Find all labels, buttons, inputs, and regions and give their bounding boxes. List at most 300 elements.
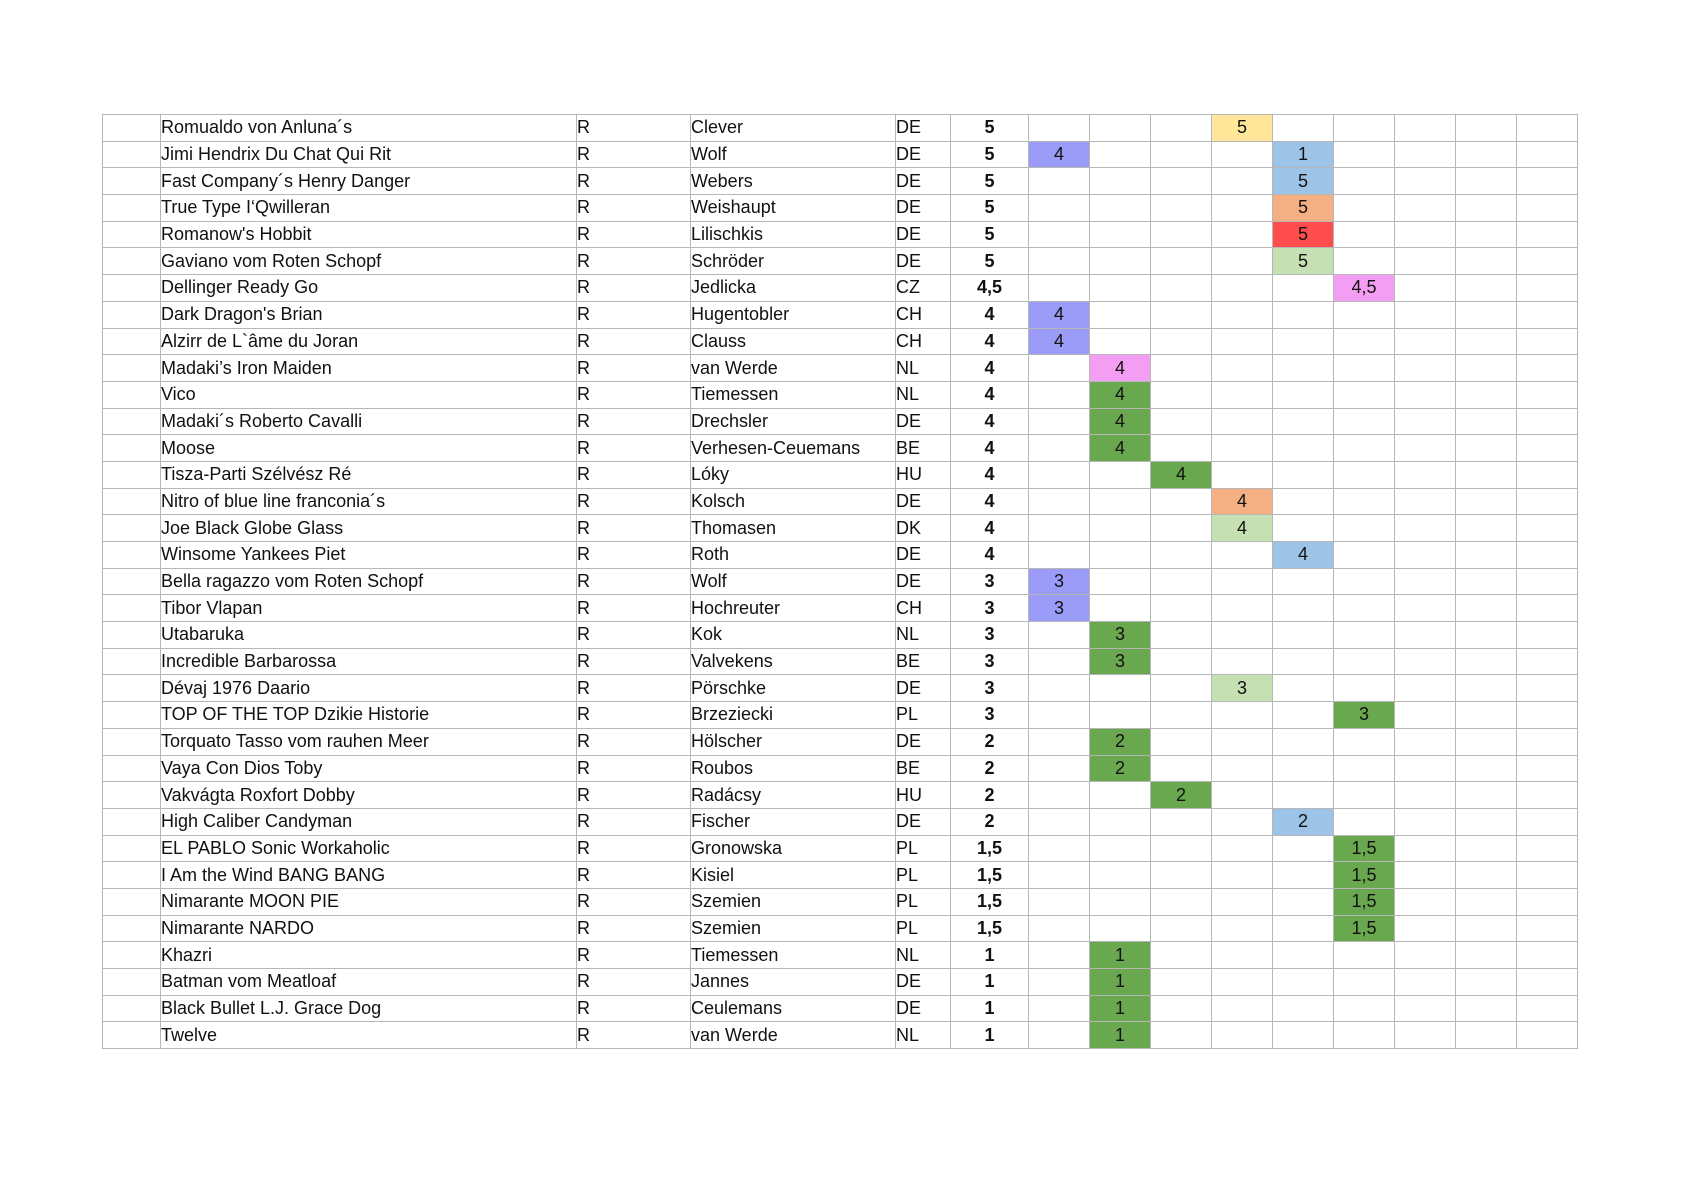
result-cell [1212,435,1273,462]
table-row [103,221,1578,248]
result-cell [1090,835,1151,862]
result-cell [1029,381,1090,408]
result-cell [1334,248,1395,275]
sex-cell: R [577,648,691,675]
result-cell: 3 [1029,568,1090,595]
result-cell [1395,408,1456,435]
points-cell: 3 [951,702,1029,729]
result-cell [1151,221,1212,248]
points-cell: 2 [951,755,1029,782]
index-cell [103,835,161,862]
result-cell [1273,301,1334,328]
result-cell [1395,435,1456,462]
index-cell [103,248,161,275]
sex-cell: R [577,542,691,569]
dog-name-cell: Gaviano vom Roten Schopf [161,248,577,275]
result-cell [1456,141,1517,168]
table-row [103,195,1578,222]
result-cell [1151,195,1212,222]
result-cell [1517,195,1578,222]
result-cell: 4,5 [1334,275,1395,302]
result-cell [1029,755,1090,782]
table-row [103,942,1578,969]
result-cell [1029,461,1090,488]
result-cell [1517,221,1578,248]
result-cell: 1,5 [1334,862,1395,889]
points-cell: 4,5 [951,275,1029,302]
result-cell [1151,622,1212,649]
result-cell [1273,115,1334,142]
result-cell [1151,728,1212,755]
result-cell [1395,168,1456,195]
table-row [103,702,1578,729]
owner-cell: Schröder [691,248,896,275]
table-row [103,969,1578,996]
points-cell: 2 [951,782,1029,809]
table-row [103,381,1578,408]
result-cell [1395,461,1456,488]
result-cell [1456,488,1517,515]
result-cell [1456,435,1517,462]
result-cell [1273,942,1334,969]
result-cell [1151,115,1212,142]
result-cell [1334,168,1395,195]
index-cell [103,381,161,408]
result-cell [1456,221,1517,248]
country-cell: HU [896,782,951,809]
table-row [103,995,1578,1022]
result-cell: 5 [1273,221,1334,248]
result-cell [1395,755,1456,782]
result-cell [1273,595,1334,622]
table-row [103,835,1578,862]
result-cell [1456,408,1517,435]
sex-cell: R [577,1022,691,1049]
result-cell [1090,195,1151,222]
result-cell [1517,835,1578,862]
result-cell [1273,435,1334,462]
sex-cell: R [577,168,691,195]
points-cell: 4 [951,461,1029,488]
result-cell: 1 [1273,141,1334,168]
table-row [103,515,1578,542]
result-cell: 5 [1273,248,1334,275]
result-cell [1090,328,1151,355]
result-cell [1395,862,1456,889]
result-cell: 4 [1029,141,1090,168]
result-cell [1334,808,1395,835]
result-cell [1151,141,1212,168]
table-row [103,675,1578,702]
owner-cell: Roubos [691,755,896,782]
dog-name-cell: High Caliber Candyman [161,808,577,835]
country-cell: CH [896,301,951,328]
dog-name-cell: Nitro of blue line franconia´s [161,488,577,515]
result-cell [1212,782,1273,809]
sex-cell: R [577,595,691,622]
result-cell [1212,648,1273,675]
points-cell: 1,5 [951,888,1029,915]
sex-cell: R [577,862,691,889]
result-cell: 3 [1090,648,1151,675]
owner-cell: Tiemessen [691,381,896,408]
result-cell [1273,488,1334,515]
result-cell: 4 [1090,355,1151,382]
points-cell: 5 [951,221,1029,248]
points-cell: 4 [951,542,1029,569]
result-cell [1151,942,1212,969]
owner-cell: Wolf [691,141,896,168]
result-cell [1334,542,1395,569]
result-cell [1395,355,1456,382]
points-cell: 3 [951,648,1029,675]
result-cell [1212,1022,1273,1049]
result-cell [1212,835,1273,862]
table-row [103,408,1578,435]
table-row [103,488,1578,515]
result-cell [1151,542,1212,569]
index-cell [103,542,161,569]
result-cell [1212,168,1273,195]
sex-cell: R [577,461,691,488]
points-cell: 5 [951,168,1029,195]
country-cell: NL [896,942,951,969]
dog-name-cell: Moose [161,435,577,462]
result-cell [1212,915,1273,942]
index-cell [103,275,161,302]
result-cell [1395,248,1456,275]
result-cell [1273,675,1334,702]
points-cell: 3 [951,622,1029,649]
index-cell [103,862,161,889]
result-cell [1273,355,1334,382]
points-cell: 4 [951,435,1029,462]
result-cell [1212,328,1273,355]
owner-cell: Szemien [691,915,896,942]
result-cell [1456,675,1517,702]
index-cell [103,141,161,168]
points-cell: 2 [951,808,1029,835]
sex-cell: R [577,675,691,702]
country-cell: DE [896,221,951,248]
owner-cell: Radácsy [691,782,896,809]
dog-name-cell: Tibor Vlapan [161,595,577,622]
owner-cell: Gronowska [691,835,896,862]
result-cell [1517,301,1578,328]
result-cell [1151,301,1212,328]
result-cell [1212,888,1273,915]
dog-name-cell: True Type I‘Qwilleran [161,195,577,222]
result-cell [1212,755,1273,782]
result-cell [1029,355,1090,382]
result-cell [1456,595,1517,622]
owner-cell: Ceulemans [691,995,896,1022]
country-cell: NL [896,622,951,649]
points-cell: 1,5 [951,835,1029,862]
result-cell: 4 [1029,301,1090,328]
result-cell [1517,862,1578,889]
result-cell [1395,622,1456,649]
result-cell: 3 [1334,702,1395,729]
result-cell [1151,355,1212,382]
result-cell: 4 [1090,381,1151,408]
result-cell [1090,488,1151,515]
result-cell [1273,835,1334,862]
result-cell [1456,755,1517,782]
points-cell: 1,5 [951,862,1029,889]
result-cell [1334,488,1395,515]
index-cell [103,728,161,755]
result-cell [1090,141,1151,168]
country-cell: DE [896,675,951,702]
result-cell [1395,568,1456,595]
dog-name-cell: Torquato Tasso vom rauhen Meer [161,728,577,755]
sex-cell: R [577,969,691,996]
result-cell [1273,622,1334,649]
country-cell: PL [896,862,951,889]
result-cell [1090,248,1151,275]
owner-cell: Webers [691,168,896,195]
sex-cell: R [577,301,691,328]
result-cell [1212,275,1273,302]
sex-cell: R [577,728,691,755]
result-cell [1212,568,1273,595]
country-cell: DE [896,728,951,755]
result-cell [1273,648,1334,675]
index-cell [103,995,161,1022]
sex-cell: R [577,195,691,222]
result-cell [1334,568,1395,595]
sex-cell: R [577,408,691,435]
result-cell [1212,862,1273,889]
result-cell [1273,515,1334,542]
index-cell [103,942,161,969]
dog-name-cell: Joe Black Globe Glass [161,515,577,542]
result-cell [1151,328,1212,355]
result-cell [1273,915,1334,942]
result-cell [1029,435,1090,462]
result-cell [1151,275,1212,302]
result-cell [1029,942,1090,969]
result-cell [1090,702,1151,729]
result-cell [1334,115,1395,142]
result-cell [1029,195,1090,222]
country-cell: DE [896,195,951,222]
table-row [103,115,1578,142]
result-cell [1456,969,1517,996]
result-cell [1395,221,1456,248]
result-cell [1395,808,1456,835]
result-cell [1273,755,1334,782]
result-cell [1090,515,1151,542]
result-cell [1517,622,1578,649]
result-cell [1334,328,1395,355]
owner-cell: Wolf [691,568,896,595]
result-cell [1517,381,1578,408]
result-cell: 4 [1090,408,1151,435]
result-cell [1029,248,1090,275]
sex-cell: R [577,275,691,302]
result-cell [1212,542,1273,569]
result-cell [1090,275,1151,302]
owner-cell: Drechsler [691,408,896,435]
index-cell [103,408,161,435]
result-cell [1273,568,1334,595]
dog-name-cell: Twelve [161,1022,577,1049]
points-cell: 1,5 [951,915,1029,942]
result-cell [1456,248,1517,275]
table-row [103,595,1578,622]
sex-cell: R [577,435,691,462]
sex-cell: R [577,835,691,862]
dog-name-cell: Khazri [161,942,577,969]
sex-cell: R [577,248,691,275]
result-cell [1029,622,1090,649]
result-cell: 5 [1212,115,1273,142]
result-cell [1395,648,1456,675]
sex-cell: R [577,515,691,542]
result-cell [1517,542,1578,569]
result-cell: 1 [1090,995,1151,1022]
points-cell: 3 [951,568,1029,595]
result-cell [1517,328,1578,355]
result-cell [1395,515,1456,542]
result-cell [1395,702,1456,729]
owner-cell: Thomasen [691,515,896,542]
dog-name-cell: Alzirr de L`âme du Joran [161,328,577,355]
table-row [103,328,1578,355]
result-cell [1334,969,1395,996]
dog-name-cell: Madaki´s Roberto Cavalli [161,408,577,435]
sex-cell: R [577,622,691,649]
result-cell [1273,1022,1334,1049]
result-cell [1273,862,1334,889]
country-cell: PL [896,835,951,862]
result-cell [1456,542,1517,569]
result-cell: 3 [1090,622,1151,649]
index-cell [103,168,161,195]
country-cell: CH [896,328,951,355]
result-cell [1151,808,1212,835]
dog-name-cell: Romanow's Hobbit [161,221,577,248]
result-cell [1029,782,1090,809]
table-row [103,542,1578,569]
result-cell [1395,275,1456,302]
result-cell [1029,728,1090,755]
dog-name-cell: Fast Company´s Henry Danger [161,168,577,195]
country-cell: CH [896,595,951,622]
result-cell [1456,862,1517,889]
table-row [103,461,1578,488]
owner-cell: van Werde [691,355,896,382]
result-cell [1456,195,1517,222]
result-cell: 2 [1151,782,1212,809]
result-cell [1334,381,1395,408]
index-cell [103,755,161,782]
owner-cell: Hochreuter [691,595,896,622]
result-cell [1029,542,1090,569]
result-cell: 1,5 [1334,915,1395,942]
dog-name-cell: EL PABLO Sonic Workaholic [161,835,577,862]
result-cell [1151,969,1212,996]
result-cell [1029,888,1090,915]
points-cell: 5 [951,141,1029,168]
result-cell [1334,355,1395,382]
result-cell: 1 [1090,969,1151,996]
result-cell [1517,675,1578,702]
result-cell [1151,168,1212,195]
sex-cell: R [577,488,691,515]
result-cell [1212,808,1273,835]
index-cell [103,595,161,622]
dog-name-cell: Batman vom Meatloaf [161,969,577,996]
result-cell [1395,835,1456,862]
country-cell: PL [896,888,951,915]
sex-cell: R [577,221,691,248]
result-cell [1090,808,1151,835]
result-cell [1334,141,1395,168]
dog-name-cell: Vico [161,381,577,408]
result-cell [1212,969,1273,996]
result-cell [1517,408,1578,435]
result-cell [1029,648,1090,675]
result-cell [1029,835,1090,862]
result-cell [1151,915,1212,942]
result-cell [1334,622,1395,649]
sex-cell: R [577,915,691,942]
table-row [103,888,1578,915]
sex-cell: R [577,888,691,915]
result-cell [1090,115,1151,142]
result-cell [1273,461,1334,488]
result-cell [1456,888,1517,915]
dog-name-cell: Vaya Con Dios Toby [161,755,577,782]
owner-cell: Weishaupt [691,195,896,222]
points-cell: 4 [951,515,1029,542]
owner-cell: Clever [691,115,896,142]
result-cell [1334,782,1395,809]
result-cell [1395,888,1456,915]
index-cell [103,461,161,488]
sex-cell: R [577,808,691,835]
result-cell [1151,648,1212,675]
result-cell [1517,888,1578,915]
table-row [103,355,1578,382]
dog-name-cell: Incredible Barbarossa [161,648,577,675]
result-cell [1456,301,1517,328]
index-cell [103,1022,161,1049]
points-cell: 5 [951,248,1029,275]
result-cell [1090,568,1151,595]
result-cell [1456,381,1517,408]
result-cell [1029,995,1090,1022]
index-cell [103,115,161,142]
points-cell: 1 [951,969,1029,996]
points-cell: 5 [951,115,1029,142]
result-cell [1395,301,1456,328]
country-cell: DE [896,115,951,142]
result-cell [1151,755,1212,782]
table-row [103,435,1578,462]
points-cell: 1 [951,1022,1029,1049]
owner-cell: Roth [691,542,896,569]
result-cell: 2 [1090,755,1151,782]
owner-cell: Tiemessen [691,942,896,969]
country-cell: PL [896,702,951,729]
result-cell [1212,622,1273,649]
result-cell [1517,595,1578,622]
dog-name-cell: Nimarante NARDO [161,915,577,942]
